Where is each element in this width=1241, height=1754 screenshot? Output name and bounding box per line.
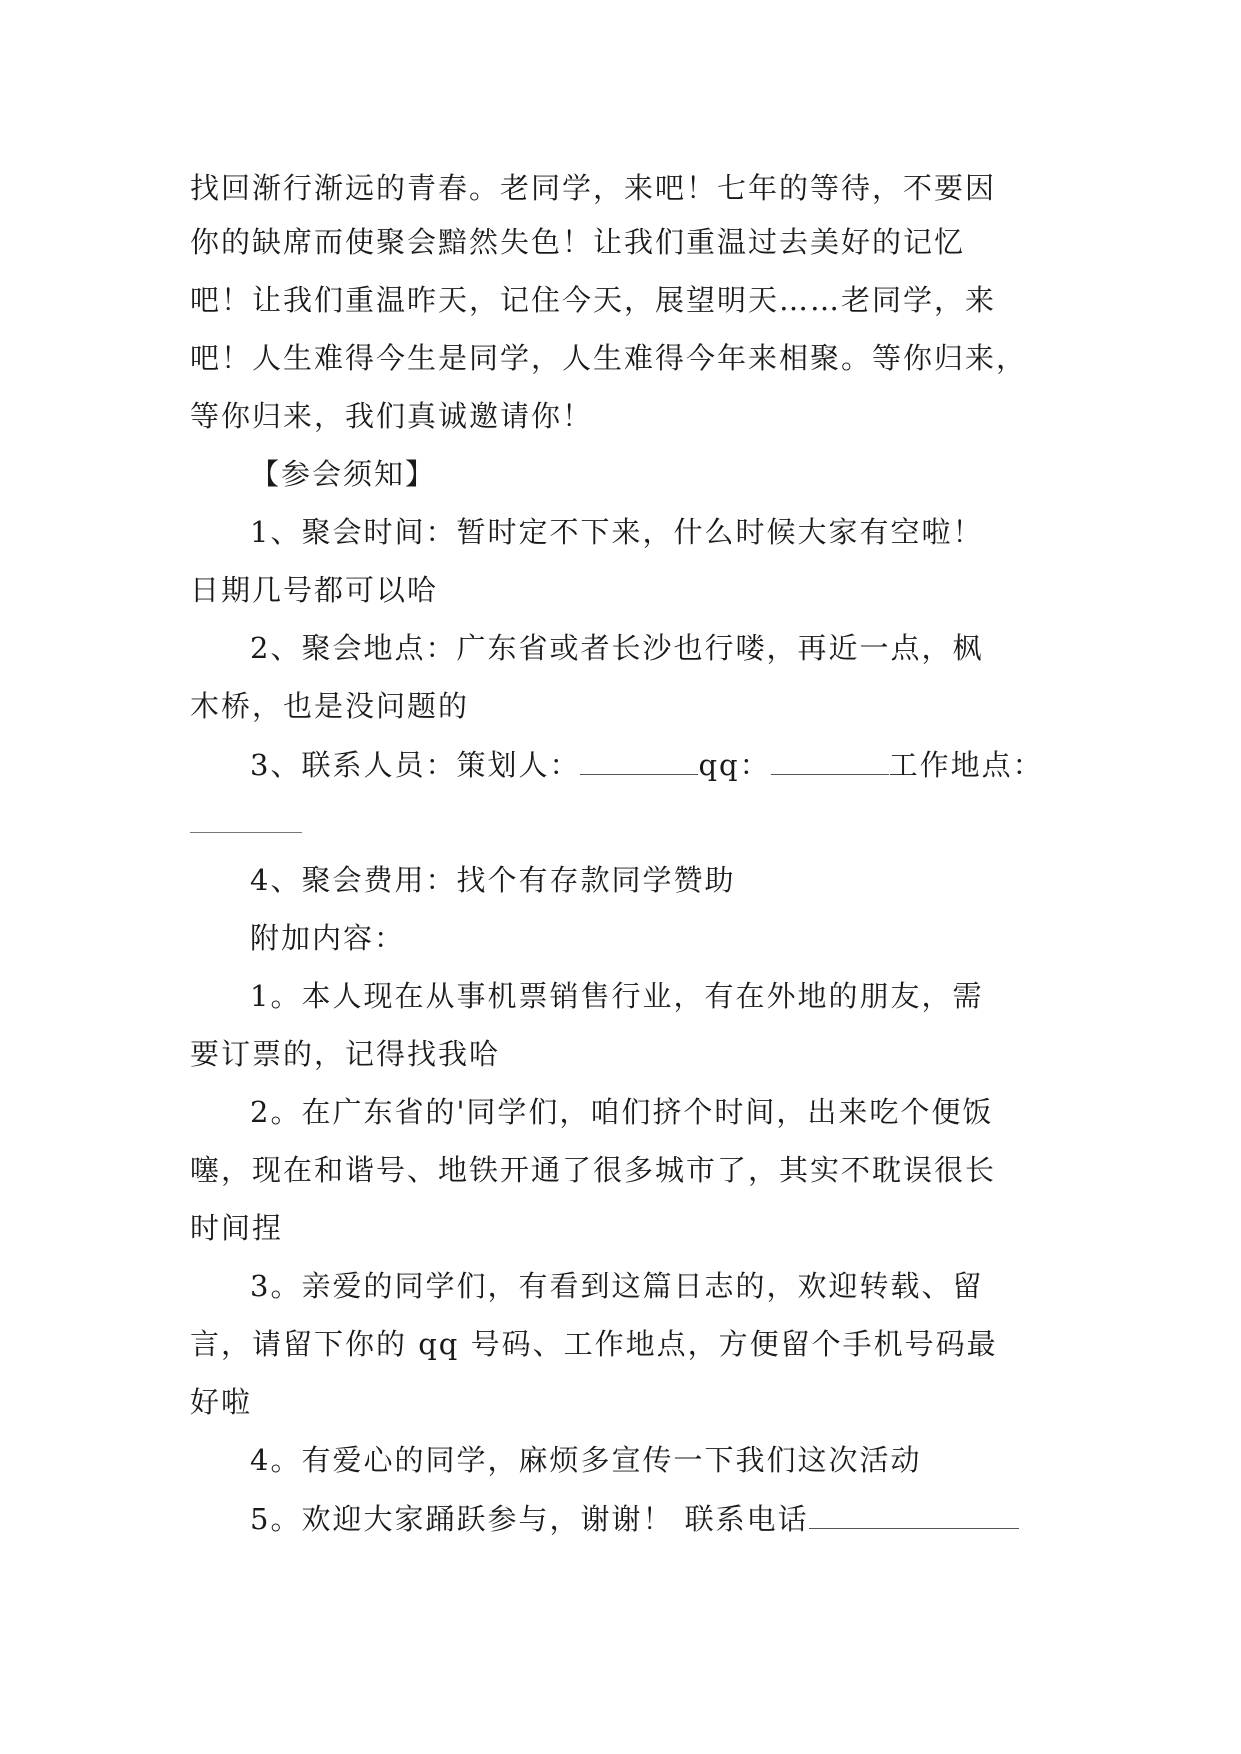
intro-line-5: 等你归来，我们真诚邀请你！ <box>190 399 594 433</box>
extra-5 <box>250 1498 1019 1539</box>
extra-3-line-2: 言，请留下你的 qq 号码、工作地点，方便留个手机号码最 <box>190 1327 998 1361</box>
item-2-line-2: 木桥，也是没问题的 <box>190 689 470 723</box>
intro-line-3: 吧！让我们重温昨天，记住今天，展望明天……老同学，来 <box>190 283 997 317</box>
extra-3-line-1: 3。亲爱的同学们，有看到这篇日志的，欢迎转载、留 <box>250 1269 984 1303</box>
item-3-qq-label: qq： <box>698 748 771 782</box>
extra-1-line-1: 1。本人现在从事机票销售行业，有在外地的朋友，需 <box>250 979 984 1013</box>
item-2-line-1: 2、聚会地点：广东省或者长沙也行喽，再近一点，枫 <box>250 631 984 665</box>
intro-line-4: 吧！人生难得今生是同学，人生难得今年来相聚。等你归来， <box>190 341 1028 375</box>
extra-3-line-3: 好啦 <box>190 1385 253 1419</box>
extra-2-line-1: 2。在广东省的'同学们，咱们挤个时间，出来吃个便饭 <box>250 1095 994 1129</box>
item-3-contacts <box>250 744 1044 785</box>
intro-line-1: 找回渐行渐远的青春。老同学，来吧！七年的等待，不要因 <box>190 171 997 205</box>
qq-blank <box>771 744 889 775</box>
extra-1-line-2: 要订票的，记得找我哈 <box>190 1037 501 1071</box>
planner-blank <box>580 744 698 775</box>
item-4: 4、聚会费用：找个有存款同学赞助 <box>250 863 736 897</box>
phone-blank <box>809 1498 1019 1529</box>
extra-4: 4。有爱心的同学，麻烦多宣传一下我们这次活动 <box>250 1443 922 1477</box>
notice-heading: 【参会须知】 <box>250 457 437 491</box>
intro-line-2: 你的缺席而使聚会黯然失色！让我们重温过去美好的记忆 <box>190 225 966 259</box>
work-location-blank <box>190 832 302 833</box>
item-3-prefix: 3、联系人员：策划人： <box>250 748 581 782</box>
extra-heading: 附加内容： <box>250 921 406 955</box>
item-1-line-1: 1、聚会时间：暂时定不下来，什么时候大家有空啦！ <box>250 515 984 549</box>
extra-5-text: 5。欢迎大家踊跃参与，谢谢！ 联系电话 <box>250 1502 809 1536</box>
extra-2-line-3: 时间捏 <box>190 1211 284 1245</box>
item-1-line-2: 日期几号都可以哈 <box>190 573 439 607</box>
item-3-work-label: 工作地点： <box>888 748 1044 782</box>
extra-2-line-2: 噻，现在和谐号、地铁开通了很多城市了，其实不耽误很长 <box>190 1153 997 1187</box>
